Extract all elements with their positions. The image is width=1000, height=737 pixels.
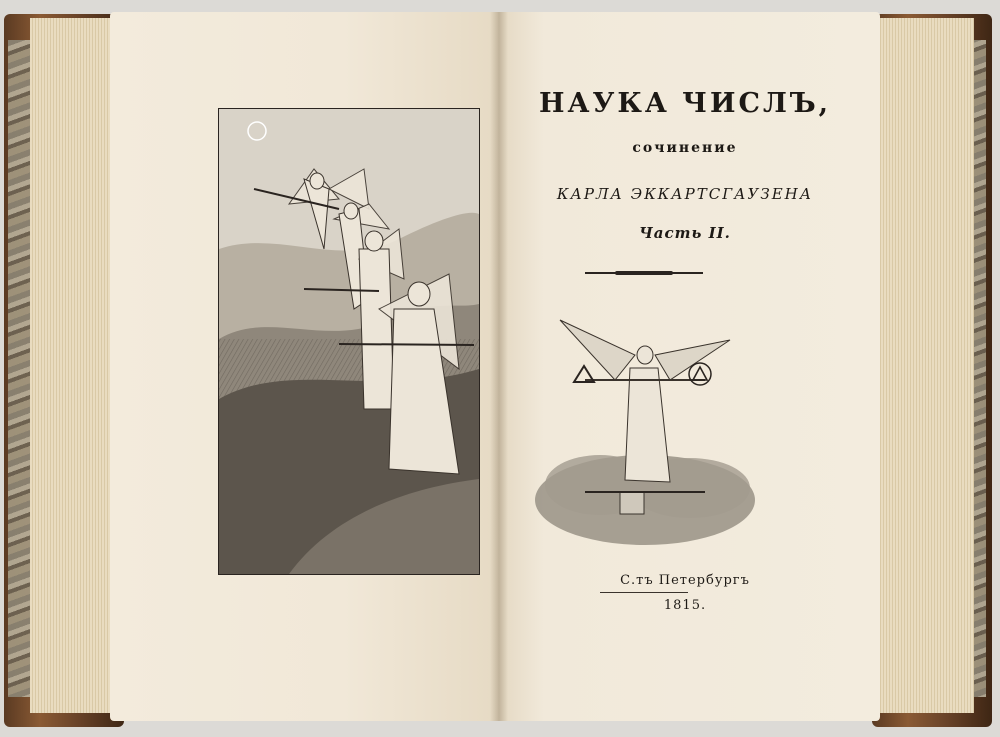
left-marbled-board bbox=[8, 40, 30, 697]
left-page-edges bbox=[30, 18, 122, 713]
book-author: КАРЛА ЭККАРТСГАУЗЕНА bbox=[556, 185, 814, 203]
book-part: Часть II. bbox=[639, 224, 731, 242]
angels-engraving-illustration bbox=[219, 109, 479, 574]
frontispiece-engraving bbox=[218, 108, 480, 575]
right-triangle-icon bbox=[693, 367, 707, 380]
right-page-edges bbox=[878, 18, 974, 713]
book-title: НАУКА ЧИСЛЪ, bbox=[538, 88, 832, 119]
imprint-divider bbox=[600, 592, 688, 593]
book-subtitle: сочинение bbox=[632, 140, 738, 156]
imprint-city: С.тъ Петербургъ bbox=[620, 573, 750, 588]
angel-vignette-illustration bbox=[530, 310, 760, 570]
imprint-year: 1815. bbox=[663, 598, 707, 613]
title-divider bbox=[585, 272, 703, 274]
